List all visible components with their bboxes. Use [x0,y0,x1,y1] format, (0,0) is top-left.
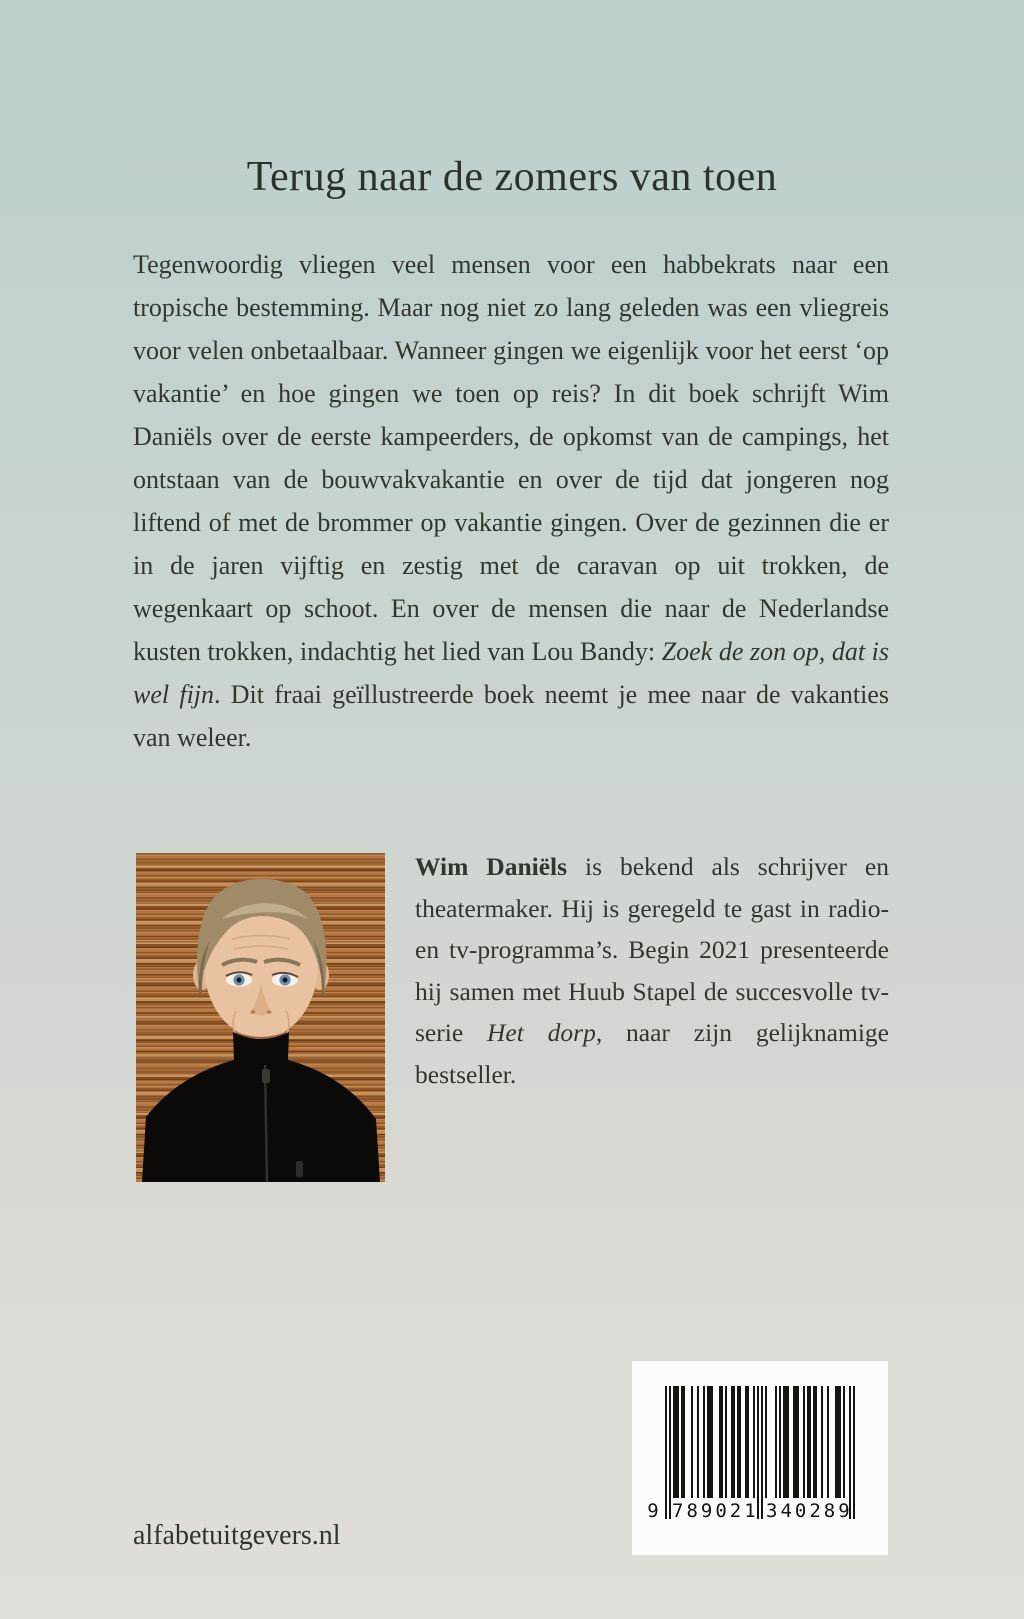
bio-text-tail: , naar zijn gelijknamige bestseller. [415,1018,889,1089]
barcode-digits [647,1498,855,1524]
bio-text-lead: is bekend als schrijver en theatermaker. Hij is geregeld te gast in radio- en tv-programma’s. Begin 2021 presenteerde hij samen met Huub Stapel de succesvolle tv-serie [415,852,889,1047]
page-title: Terug naar de zomers van toen [246,154,778,200]
author-photo [136,853,385,1182]
blurb-song-title: Zoek de zon op, dat is wel fijn [133,637,890,709]
author-bio [415,846,889,1095]
barcode-digits-left: 789021 [672,1500,759,1522]
tv-series-title: Het dorp [486,1018,596,1047]
barcode-digit-prefix: 9 [647,1500,659,1522]
publisher-url: alfabetuitgevers.nl [133,1520,341,1551]
blurb-text-tail: . Dit fraai geïllustreerde boek neemt je mee naar de vakanties van weleer. [133,680,889,752]
author-portrait-illustration [136,853,385,1182]
isbn-barcode [632,1361,888,1555]
blurb-text-lead: Tegenwoordig vliegen veel mensen voor een habbekrats naar een tropische bestemming. Maar nog niet zo lang geleden was een vliegreis voor velen onbetaalbaar. Wanneer gingen we eigenlijk voor het eerst ‘op vakantie’ en hoe gingen we toen op reis? In dit boek schrijft Wim Daniëls over de eerste kampeerders, de opkomst van de campings, het ontstaan van de bouwvakvakantie en over de tijd dat jongeren nog liftend of met de brommer op vakantie gingen. Over de gezinnen die er in de jaren vijftig en zestig met de caravan op uit trokken, de wegenkaart op schoot. En over de mensen die naar de Nederlandse kusten trokken, indachtig het lied van Lou Bandy: [133,250,889,666]
blurb-paragraph [133,243,889,759]
barcode-digits-right: 340289 [766,1500,853,1522]
author-name: Wim Daniëls [415,852,568,881]
